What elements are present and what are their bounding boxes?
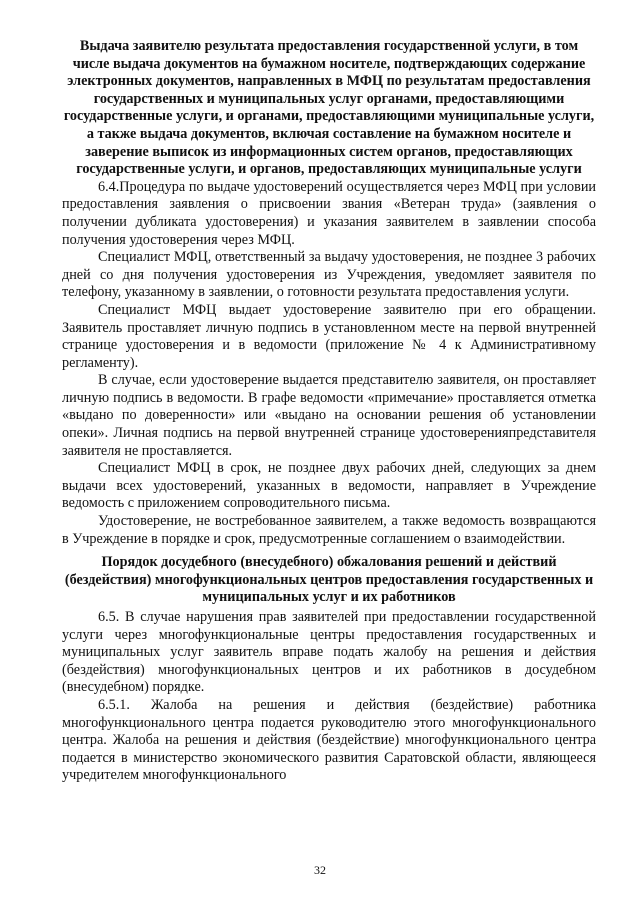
section-heading-result-issuance: Выдача заявителю результата предоставления государственной услуги, в том числе выдача документов на бумажном носителе, подтверждающих содержание электронных документов, направленных в МФЦ по результатам предоставления государственных и муниципальных услуг органами, предоставляющими государственные услуги, и органами, предоставляющими муниципальные услуги, а также выдача документов, включая составление на бумажном носителе и заверение выписок из информационных систем органов, предоставляющих государственные услуги, и органов, предоставляющих муниципальные услуги (63, 38, 595, 178)
paragraph-6-5: 6.5. В случае нарушения прав заявителей при предоставлении государственной услуги через многофункциональные центры предоставления государственных и муниципальных услуг заявитель вправе подать жалобу на решения и действия (бездействия) многофункциональных центров и их работников в досудебном (внесудебном) порядке. (62, 609, 596, 696)
paragraph-representative: В случае, если удостоверение выдается представителю заявителя, он проставляет личную подпись в ведомости. В графе ведомости «примечание» проставляется отметка «выдано по доверенности» или «выдано на основании решения об установлении опеки». Личная подпись на первой внутренней странице удостоверенияпредставителя заявителя не проставляется. (62, 372, 596, 459)
section-heading-appeal: Порядок досудебного (внесудебного) обжалования решений и действий (бездействия) многофункциональных центров предоставления государственных и муниципальных услуг и их работников (64, 554, 594, 606)
paragraph-6-4: 6.4.Процедура по выдаче удостоверений осуществляется через МФЦ при условии предоставления заявления о присвоении звания «Ветеран труда» (заявления о получении дубликата удостоверения) и указания заявителем в заявлении способа получения удостоверения через МФЦ. (62, 178, 596, 248)
paragraph-6-5-1: 6.5.1. Жалоба на решения и действия (бездействие) работника многофункционального центра подается руководителю этого многофункционального центра. Жалоба на решения и действия (бездействие) многофункционального центра подается в министерство экономического развития Саратовской области, являющееся учредителем многофункционального (62, 696, 596, 784)
paragraph-statement-return: Специалист МФЦ в срок, не позднее двух рабочих дней, следующих за днем выдачи всех удостоверений, указанных в ведомости, направляет в Учреждение ведомость с приложением сопроводительного письма. (62, 460, 596, 512)
page-number: 32 (314, 863, 326, 877)
page-content (62, 38, 596, 785)
paragraph-issuance: Специалист МФЦ выдает удостоверение заявителю при его обращении. Заявитель проставляет личную подпись в установленном месте на первой внутренней странице удостоверения и в ведомости (приложение № 4 к Административному регламенту). (62, 301, 596, 371)
paragraph-unclaimed: Удостоверение, не востребованное заявителем, а также ведомость возвращаются в Учреждение в порядке и срок, предусмотренные соглашением о взаимодействии. (62, 513, 596, 547)
paragraph-notification: Специалист МФЦ, ответственный за выдачу удостоверения, не позднее 3 рабочих дней со дня получения удостоверения из Учреждения, уведомляет заявителя по телефону, указанному в заявлении, о готовности результата предоставления услуги. (62, 249, 596, 301)
